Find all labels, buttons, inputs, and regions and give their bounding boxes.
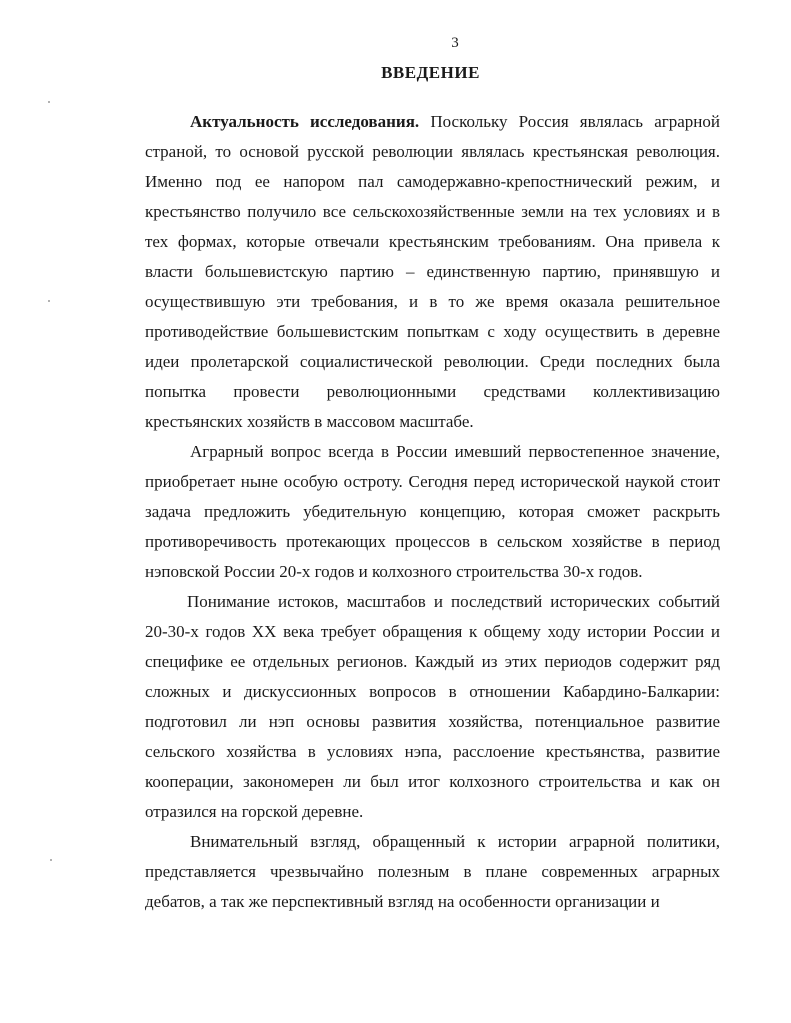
- paragraph-understanding: Понимание истоков, масштабов и последствий исторических событий 20-30-х годов XX века требует обращения к общему ходу истории России и специфике ее отдельных регионов. Каждый из этих периодов содержит ряд сложных и дискуссионных вопросов в отношении Кабардино-Балкарии: подготовил ли нэп основы развития хозяйства, потенциальное развитие сельского хозяйства в условиях нэпа, расслоение крестьянства, развитие кооперации, закономерен ли был итог колхозного строительства и как он отразился на горской деревне.: [145, 592, 720, 821]
- paragraph-lead: Актуальность исследования.: [190, 112, 420, 131]
- scan-artifact: [50, 859, 52, 861]
- paragraph-agrarian-question: Аграрный вопрос всегда в России имевший первостепенное значение, приобретает ныне особую остроту. Сегодня перед исторической наукой стоит задача предложить убедительную концепцию, которая сможет раскрыть противоречивость протекающих процессов в сельском хозяйстве в период нэповской России 20-х годов и колхозного строительства 30-х годов.: [145, 442, 720, 581]
- body-text: [145, 107, 720, 917]
- scan-artifact: [48, 300, 50, 302]
- page-number: 3: [451, 35, 459, 51]
- paragraph-attentive-view: Внимательный взгляд, обращенный к истории аграрной политики, представляется чрезвычайно полезным в плане современных аграрных дебатов, а так же перспективный взгляд на особенности организации и: [145, 832, 720, 911]
- page-title: ВВЕДЕНИЕ: [381, 63, 480, 82]
- paragraph-text: Поскольку Россия являлась аграрной страной, то основой русской революции являлась крестьянская революция. Именно под ее напором пал самодержавно-крепостнический режим, и крестьянство получило все сельскохозяйственные земли на тех условиях и в тех формах, которые отвечали крестьянским требованиям. Она привела к власти большевистскую партию – единственную партию, принявшую и осуществившую эти требования, и в то же время оказала решительное противодействие большевистским попыткам с ходу осуществить в деревне идеи пролетарской социалистической революции. Среди последних была попытка провести революционными средствами коллективизацию крестьянских хозяйств в массовом масштабе.: [145, 112, 720, 431]
- paragraph-relevance: [145, 107, 720, 437]
- scan-artifact: [48, 101, 50, 103]
